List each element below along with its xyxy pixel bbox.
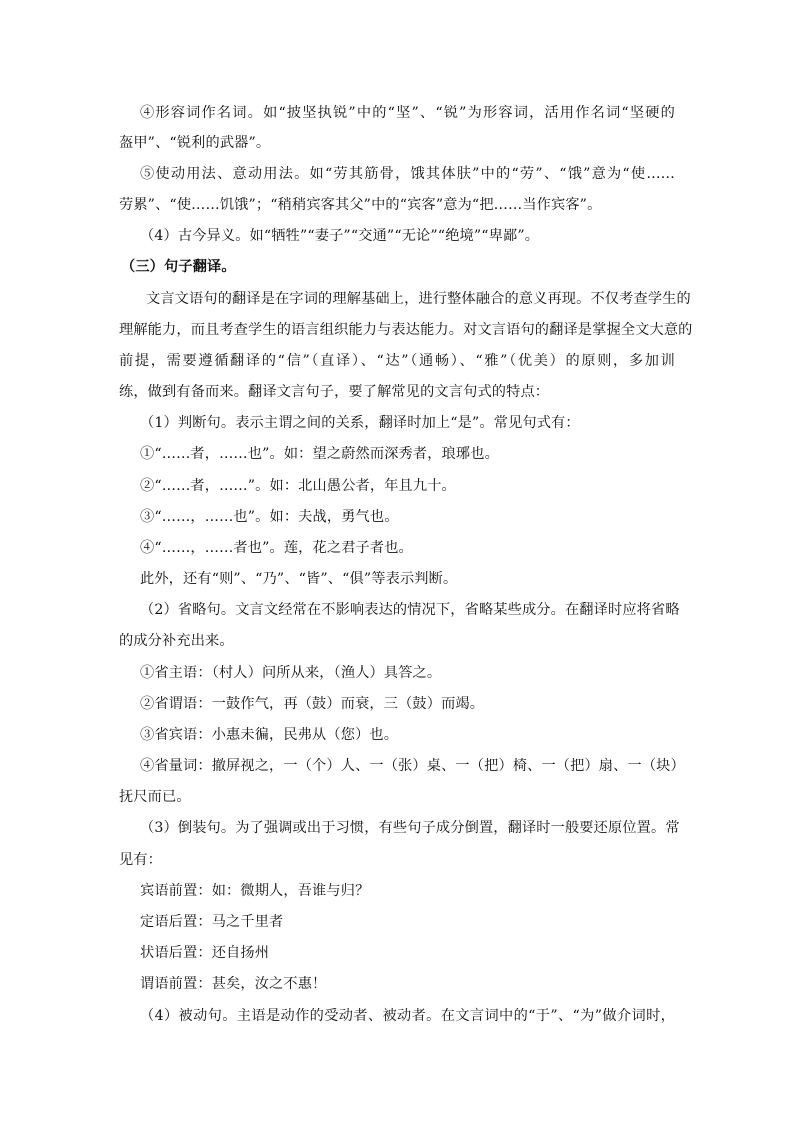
text-line: ①省主语：（村人）问所从来，（渔人）具答之。	[140, 665, 442, 681]
text-line: 状语后置：还自扬州	[140, 945, 270, 961]
text-line: ①“……者，……也”。如：望之蔚然而深秀者，琅琊也。	[140, 446, 499, 462]
section-heading: （三）句子翻译。	[121, 259, 236, 275]
text-line: ②省谓语：一鼓作气，再（鼓）而衰，三（鼓）而竭。	[140, 696, 485, 712]
text-line: （3）倒装句。为了强调或出于习惯，有些句子成分倒置，翻译时一般要还原位置。常	[140, 820, 680, 836]
text-line: ④“……，……者也”。莲，花之君子者也。	[140, 540, 413, 556]
text-line: ④省量词：撤屏视之，一（个）人、一（张）桌、一（把）椅、一（把）扇、一（块）	[140, 758, 685, 774]
text-line: （4）被动句。主语是动作的受动者、被动者。在文言词中的“于”、“为”做介词时，	[140, 1008, 675, 1024]
text-line: ②“……者，……”。如：北山愚公者，年且九十。	[140, 478, 456, 494]
text-line: （4）古今异义。如“牺牲”“妻子”“交通”“无论”“绝境”“卑鄙”。	[140, 228, 540, 244]
text-line: ④形容词作名词。如“披坚执锐”中的“坚”、“锐”为形容词，活用作名词“坚硬的	[140, 105, 675, 121]
text-line: ③“……，……也”。如：夫战，勇气也。	[140, 509, 399, 525]
text-line: 谓语前置：甚矣，汝之不惠！	[140, 976, 327, 992]
text-line: 劳累”、“使……饥饿”；“稍稍宾客其父”中的“宾客”意为“把……当作宾客”。	[119, 197, 602, 213]
text-line: ③省宾语：小惠未徧，民弗从（您）也。	[140, 727, 399, 743]
text-line: 抚尺而已。	[119, 789, 191, 805]
text-line: 见有：	[119, 852, 163, 868]
text-line: 的成分补充出来。	[119, 633, 234, 649]
text-line: ⑤使动用法、意动用法。如“劳其筋骨，饿其体肤”中的“劳”、“饿”意为“使……	[140, 166, 675, 182]
text-line: （2）省略句。文言文经常在不影响表达的情况下，省略某些成分。在翻译时应将省略	[140, 602, 680, 618]
text-line: 盔甲”、“锐利的武器”。	[119, 135, 271, 151]
text-line: 理解能力，而且考查学生的语言组织能力与表达能力。对文言语句的翻译是掌握全文大意的	[119, 322, 693, 338]
text-line: 此外，还有“则”、“乃”、“皆”、“俱”等表示判断。	[140, 571, 458, 587]
text-line: 前提，需要遵循翻译的“信”（直译）、“达”（通畅）、“雅”（优美）的原则，多加训	[119, 353, 675, 369]
text-line: 定语后置：马之千里者	[140, 914, 284, 930]
text-line: 文言文语句的翻译是在字词的理解基础上，进行整体融合的意义再现。不仅考查学生的	[146, 291, 691, 307]
text-line: （1）判断句。表示主谓之间的关系，翻译时加上“是”。常见句式有：	[140, 415, 580, 431]
text-line: 练，做到有备而来。翻译文言句子，要了解常见的文言句式的特点：	[119, 384, 550, 400]
text-line: 宾语前置：如：微期人，吾谁与归？	[140, 883, 370, 899]
